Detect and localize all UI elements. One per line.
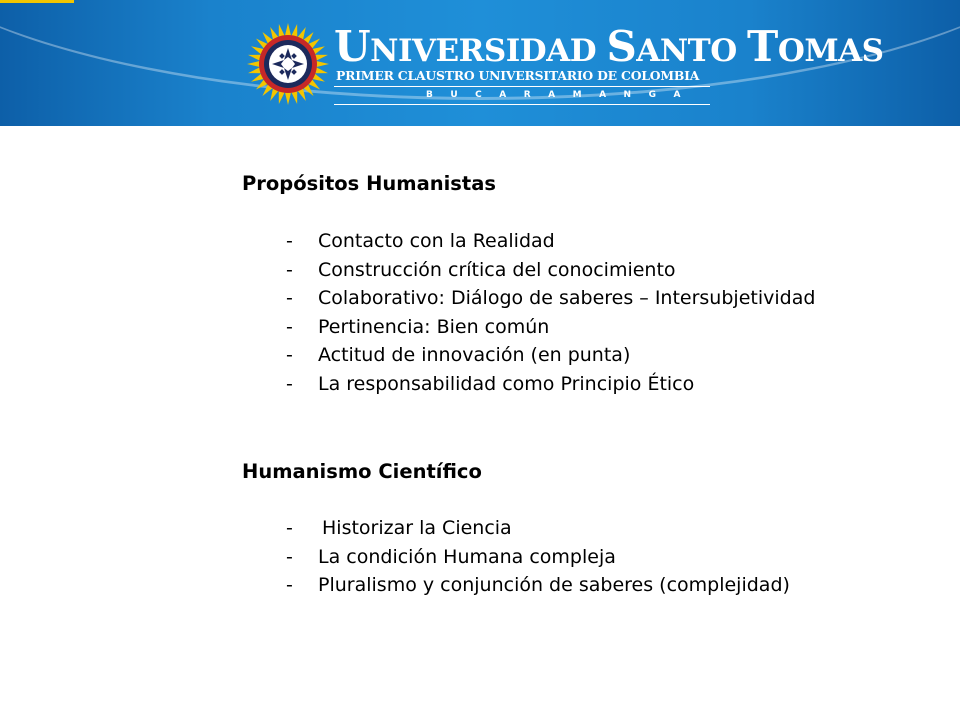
bullet-dash: - [286,287,293,310]
seal-ray [285,23,291,36]
list-item [286,313,815,342]
seal-ray [285,92,291,105]
list-item [286,571,790,600]
bullet-dash: - [286,258,293,281]
list-item-text: Historizar la Ciencia [322,517,512,539]
list-item [286,514,790,543]
list-item [286,370,815,399]
bullet-dash: - [286,545,293,568]
list-item [286,341,815,370]
section-heading-propositos: Propósitos Humanistas [242,172,497,195]
propositos-list [286,227,815,399]
list-item-text: Contacto con la Realidad [318,230,555,252]
bullet-dash: - [286,315,293,338]
list-item [286,284,815,313]
list-item [286,256,815,285]
title-divider-bottom [334,104,710,105]
list-item-text: La responsabilidad como Principio Ético [318,372,695,395]
list-item-text: Construcción crítica del conocimiento [318,258,676,281]
university-city: BUCARAMANGA [426,90,698,100]
list-item [286,543,790,572]
bullet-dash: - [286,372,293,395]
list-item-text: Actitud de innovación (en punta) [318,344,631,367]
list-item-text: Pluralismo y conjunción de saberes (complejidad) [318,574,790,597]
bullet-dash: - [286,344,293,367]
bullet-dash: - [286,574,293,597]
bullet-dash: - [286,230,293,252]
bullet-dash: - [286,517,293,539]
list-item [286,227,815,256]
university-name: UNIVERSIDAD SANTO TOMAS [334,22,884,71]
university-subtitle: PRIMER CLAUSTRO UNIVERSITARIO DE COLOMBIA [336,68,700,83]
title-divider-top [334,86,710,87]
list-item-text: Colaborativo: Diálogo de saberes – Intersubjetividad [318,287,816,310]
corner-accent-tab [0,0,74,3]
humanismo-list [286,514,790,600]
university-seal-logo [246,22,330,106]
seal-ray [247,61,260,67]
section-heading-humanismo: Humanismo Científico [242,460,482,483]
seal-ray [316,61,329,67]
header-banner [0,0,960,126]
list-item-text: La condición Humana compleja [318,545,616,568]
list-item-text: Pertinencia: Bien común [318,315,550,338]
